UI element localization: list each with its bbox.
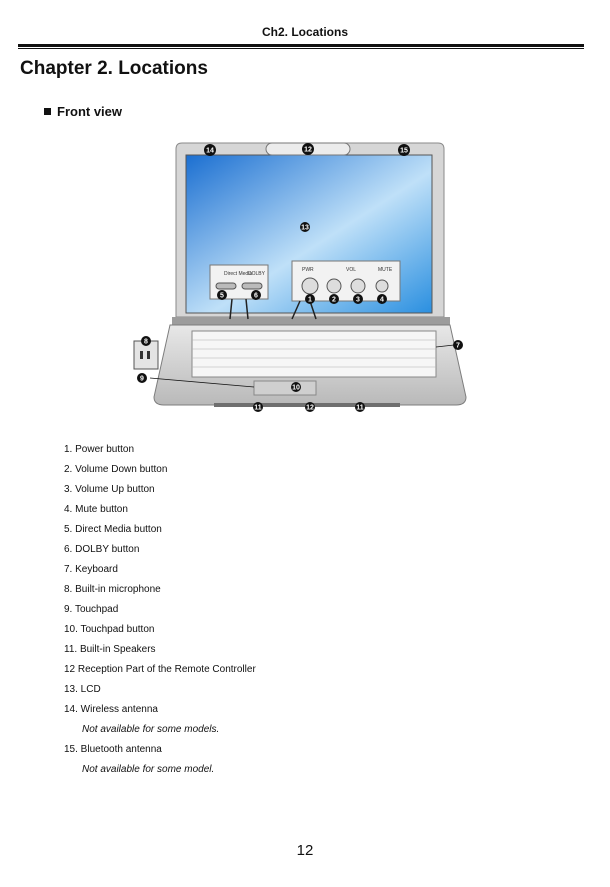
svg-text:13: 13 xyxy=(301,224,309,232)
callout-10 xyxy=(291,382,301,392)
svg-text:8: 8 xyxy=(144,338,148,346)
svg-text:12: 12 xyxy=(306,404,314,412)
list-item: 2. Volume Down button xyxy=(64,464,168,475)
callout-12-top xyxy=(302,143,314,155)
callout-13 xyxy=(300,222,310,232)
callout-4 xyxy=(377,294,387,304)
list-item: 3. Volume Up button xyxy=(64,484,155,495)
panel-label-dolby: DOLBY xyxy=(248,271,265,277)
callout-7 xyxy=(453,340,463,350)
callout-9 xyxy=(137,373,147,383)
svg-text:10: 10 xyxy=(292,384,300,392)
list-item: 8. Built-in microphone xyxy=(64,584,161,595)
callout-11-right xyxy=(355,402,365,412)
touchpad-area xyxy=(254,381,316,395)
list-item: 5. Direct Media button xyxy=(64,524,162,535)
callout-6 xyxy=(251,290,261,300)
section-title-text: Front view xyxy=(57,104,123,119)
svg-text:1: 1 xyxy=(308,296,312,304)
panel-label-mute: MUTE xyxy=(378,267,393,273)
svg-text:6: 6 xyxy=(254,292,258,300)
list-item: 15. Bluetooth antenna xyxy=(64,744,162,755)
svg-text:7: 7 xyxy=(456,342,460,350)
svg-text:3: 3 xyxy=(356,296,360,304)
wireless-note: Not available for some models. xyxy=(82,724,220,735)
keyboard-area xyxy=(192,331,436,377)
header-rule xyxy=(18,44,584,47)
svg-text:14: 14 xyxy=(206,147,214,155)
svg-text:15: 15 xyxy=(400,147,408,155)
panel-label-vol: VOL xyxy=(346,267,357,273)
list-item: 12 Reception Part of the Remote Controller xyxy=(64,664,256,675)
bluetooth-note: Not available for some model. xyxy=(82,764,215,775)
svg-text:9: 9 xyxy=(140,375,144,383)
running-header: Ch2. Locations xyxy=(261,25,348,39)
hinge xyxy=(172,317,450,325)
callout-14-left xyxy=(204,144,216,156)
list-item: 9. Touchpad xyxy=(64,604,119,615)
panel-label-power: PWR xyxy=(302,267,314,273)
callout-3 xyxy=(353,294,363,304)
list-item: 11. Built-in Speakers xyxy=(64,644,156,655)
svg-text:12: 12 xyxy=(304,146,312,154)
svg-text:5: 5 xyxy=(220,292,224,300)
section-title xyxy=(44,104,122,119)
list-item: 7. Keyboard xyxy=(64,564,118,575)
list-item: 1. Power button xyxy=(64,444,135,455)
callout-1 xyxy=(305,294,315,304)
square-bullet-icon xyxy=(44,108,51,115)
callout-2 xyxy=(329,294,339,304)
svg-text:11: 11 xyxy=(254,404,262,412)
callout-8 xyxy=(141,336,151,346)
callout-11-left xyxy=(253,402,263,412)
header-rule-thin xyxy=(18,48,584,49)
list-item: 14. Wireless antenna xyxy=(64,704,158,715)
list-item: 13. LCD xyxy=(64,684,101,695)
svg-text:4: 4 xyxy=(380,296,384,304)
component-list xyxy=(64,440,256,780)
svg-text:2: 2 xyxy=(332,296,336,304)
callout-12-bottom xyxy=(305,402,315,412)
list-item: 10. Touchpad button xyxy=(64,624,155,635)
callout-15-right xyxy=(398,144,410,156)
callout-5 xyxy=(217,290,227,300)
list-item: 6. DOLBY button xyxy=(64,544,140,555)
panel-label-direct-media: Direct Media xyxy=(224,271,253,277)
svg-text:11: 11 xyxy=(356,404,364,412)
list-item: 4. Mute button xyxy=(64,504,128,515)
chapter-title: Chapter 2. Locations xyxy=(20,58,208,79)
page-number: 12 xyxy=(296,842,314,859)
laptop-front-view-figure xyxy=(120,135,470,420)
